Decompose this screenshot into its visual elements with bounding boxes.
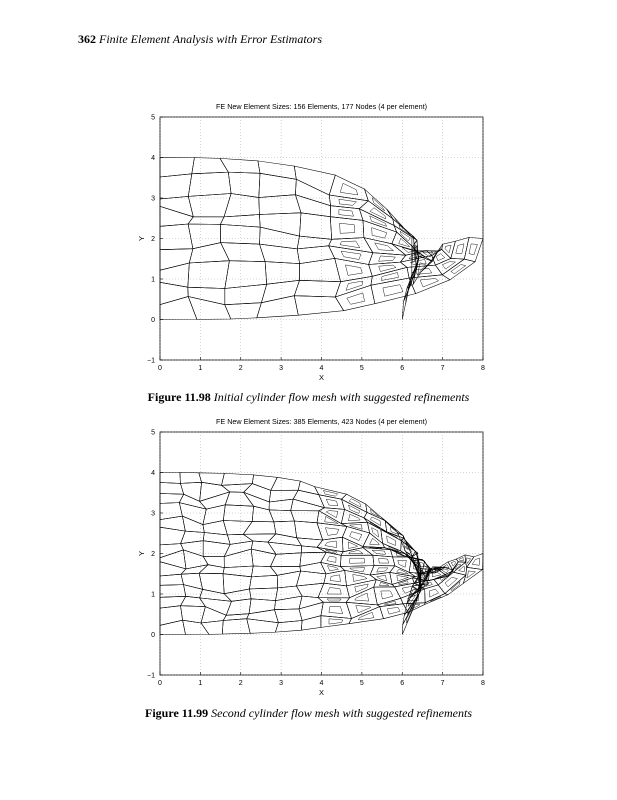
mesh-element bbox=[184, 585, 203, 598]
mesh-element bbox=[199, 573, 224, 594]
refinement-marker bbox=[467, 571, 476, 578]
mesh-element bbox=[189, 243, 229, 263]
mesh-plot-1 bbox=[0, 95, 617, 385]
mesh-element bbox=[277, 571, 300, 588]
mesh-element bbox=[387, 209, 414, 237]
refinement-marker bbox=[381, 273, 398, 281]
refinement-marker bbox=[330, 575, 340, 582]
refinement-marker bbox=[375, 243, 394, 251]
mesh-element bbox=[291, 511, 319, 523]
mesh-element bbox=[160, 473, 180, 484]
mesh-element bbox=[269, 510, 294, 522]
mesh-element bbox=[260, 244, 300, 264]
mesh-element bbox=[249, 575, 277, 589]
y-tick-label: 0 bbox=[151, 632, 155, 639]
y-axis-label: Y bbox=[137, 235, 146, 242]
refinement-marker bbox=[327, 566, 338, 571]
y-tick-label: 1 bbox=[151, 591, 155, 599]
mesh-element bbox=[369, 253, 406, 265]
mesh-element bbox=[299, 602, 323, 620]
mesh-element bbox=[259, 195, 301, 215]
mesh-element bbox=[261, 280, 299, 302]
refinement-marker bbox=[397, 575, 409, 581]
mesh-element bbox=[342, 527, 369, 547]
refinement-marker bbox=[327, 588, 341, 595]
refinement-marker bbox=[370, 216, 387, 227]
y-tick-label: 0 bbox=[151, 317, 155, 324]
x-tick-label: 7 bbox=[440, 680, 445, 687]
refinement-marker bbox=[345, 265, 362, 276]
mesh-element bbox=[199, 473, 225, 486]
refinement-marker bbox=[372, 550, 385, 554]
mesh-element bbox=[160, 550, 186, 569]
mesh-element bbox=[188, 261, 230, 289]
refinement-marker bbox=[379, 558, 389, 563]
refinement-marker bbox=[431, 597, 442, 602]
x-tick-label: 5 bbox=[359, 365, 364, 372]
mesh-element bbox=[160, 596, 186, 608]
mesh-element bbox=[160, 249, 193, 271]
mesh-element bbox=[160, 282, 188, 304]
x-tick-label: 0 bbox=[158, 680, 162, 687]
mesh-element bbox=[394, 226, 417, 247]
refinement-marker bbox=[325, 528, 338, 536]
refinement-marker bbox=[348, 542, 357, 549]
mesh-element bbox=[294, 166, 335, 195]
mesh-element bbox=[160, 585, 186, 598]
refinement-marker bbox=[451, 265, 466, 274]
x-tick-label: 1 bbox=[198, 680, 203, 687]
mesh-element bbox=[269, 490, 298, 502]
mesh-element bbox=[160, 494, 184, 504]
x-tick-label: 6 bbox=[400, 365, 405, 372]
mesh-element bbox=[371, 267, 409, 285]
mesh-element bbox=[160, 503, 182, 520]
refinement-marker bbox=[350, 568, 365, 572]
mesh-element bbox=[300, 562, 326, 574]
mesh-element bbox=[244, 492, 270, 510]
refinement-marker bbox=[442, 262, 455, 269]
refinement-marker bbox=[383, 285, 403, 297]
mesh-element bbox=[371, 278, 416, 304]
mesh-element bbox=[324, 570, 347, 586]
mesh-element bbox=[293, 490, 324, 508]
refinement-marker bbox=[398, 581, 408, 585]
figure-caption-1 bbox=[0, 390, 617, 405]
mesh-element bbox=[319, 508, 345, 524]
refinement-marker bbox=[459, 557, 463, 560]
refinement-marker bbox=[377, 568, 388, 572]
refinement-marker bbox=[436, 254, 445, 261]
mesh-element bbox=[321, 616, 352, 628]
figure-11-98 bbox=[0, 95, 617, 385]
mesh-element bbox=[329, 238, 373, 253]
figure-caption-2 bbox=[0, 706, 617, 721]
mesh-element bbox=[259, 173, 297, 197]
caption-text: Second cylinder flow mesh with suggested refinements bbox=[211, 706, 472, 720]
mesh-element bbox=[221, 243, 266, 262]
mesh-element bbox=[188, 217, 224, 225]
refinement-marker bbox=[456, 244, 464, 254]
mesh-element bbox=[160, 606, 183, 626]
refinement-marker bbox=[429, 589, 438, 597]
refinement-marker bbox=[353, 574, 367, 581]
mesh-element bbox=[160, 224, 193, 250]
mesh-element bbox=[224, 549, 253, 568]
refinement-marker bbox=[339, 199, 357, 205]
y-tick-label: 3 bbox=[151, 195, 155, 203]
mesh-element bbox=[298, 481, 319, 495]
mesh-element bbox=[249, 588, 277, 601]
caption-number: Figure 11.98 bbox=[147, 390, 211, 404]
y-tick-label: 1 bbox=[151, 276, 155, 284]
mesh-element bbox=[183, 550, 208, 569]
mesh-element bbox=[160, 158, 194, 178]
x-tick-label: 8 bbox=[481, 680, 485, 687]
mesh-element bbox=[160, 516, 185, 531]
refinement-marker bbox=[425, 563, 429, 569]
page-number: 362 bbox=[78, 32, 96, 46]
mesh-element bbox=[227, 534, 253, 544]
mesh-element bbox=[220, 224, 260, 244]
mesh-element bbox=[222, 473, 254, 485]
mesh-element bbox=[330, 206, 363, 221]
x-tick-label: 1 bbox=[198, 365, 203, 372]
x-tick-label: 8 bbox=[481, 365, 485, 372]
refinement-marker bbox=[372, 228, 387, 239]
refinement-marker bbox=[340, 183, 358, 195]
mesh-element bbox=[342, 537, 363, 552]
mesh-element bbox=[275, 596, 303, 610]
refinement-marker bbox=[350, 532, 362, 541]
mesh-element bbox=[160, 297, 197, 320]
x-tick-label: 5 bbox=[359, 680, 364, 687]
mesh-element bbox=[160, 544, 183, 558]
y-tick-label: 5 bbox=[151, 114, 155, 122]
mesh-element bbox=[243, 534, 276, 542]
mesh-element bbox=[259, 213, 301, 236]
mesh-element bbox=[300, 258, 341, 281]
mesh-element bbox=[203, 556, 224, 567]
mesh-element bbox=[188, 172, 231, 196]
x-tick-label: 3 bbox=[279, 365, 284, 372]
mesh-element bbox=[225, 303, 262, 319]
mesh-element bbox=[321, 552, 342, 566]
mesh-element bbox=[188, 224, 221, 249]
mesh-element bbox=[274, 521, 297, 538]
mesh-element bbox=[249, 599, 276, 614]
refinement-marker bbox=[379, 265, 396, 271]
x-tick-label: 7 bbox=[440, 365, 445, 372]
mesh-element bbox=[374, 587, 401, 605]
mesh-element bbox=[251, 541, 276, 554]
y-axis-label: Y bbox=[137, 550, 146, 557]
refinement-marker bbox=[387, 522, 397, 531]
mesh-element bbox=[225, 284, 267, 305]
mesh-element bbox=[359, 209, 396, 232]
y-tick-label: 2 bbox=[151, 551, 155, 558]
x-axis-label: X bbox=[318, 688, 325, 697]
y-tick-label: −1 bbox=[147, 357, 155, 365]
mesh-element bbox=[265, 262, 300, 285]
mesh-element bbox=[271, 477, 301, 490]
mesh-element bbox=[318, 583, 350, 598]
refinement-marker bbox=[379, 256, 396, 261]
refinement-marker bbox=[327, 599, 341, 601]
mesh-element bbox=[442, 259, 475, 280]
refinement-marker bbox=[326, 511, 338, 518]
mesh-element bbox=[297, 236, 332, 249]
x-axis-label: X bbox=[318, 373, 325, 382]
mesh-element bbox=[347, 580, 377, 598]
mesh-element bbox=[188, 194, 231, 217]
refinement-marker bbox=[340, 223, 355, 233]
mesh-element bbox=[252, 475, 277, 491]
refinement-marker bbox=[350, 558, 365, 563]
plot-title: FE New Element Sizes: 385 Elements, 423 Nodes (4 per element) bbox=[216, 417, 427, 426]
mesh-element bbox=[421, 251, 438, 272]
y-tick-label: 2 bbox=[151, 236, 155, 243]
mesh-element bbox=[301, 616, 321, 631]
mesh-element bbox=[225, 261, 267, 289]
refinement-marker bbox=[326, 499, 338, 506]
mesh-element bbox=[188, 297, 231, 320]
mesh-element bbox=[160, 562, 186, 576]
mesh-element bbox=[244, 484, 271, 502]
refinement-marker bbox=[327, 556, 336, 562]
mesh-element bbox=[275, 621, 302, 633]
x-tick-label: 2 bbox=[238, 680, 243, 687]
mesh-element bbox=[179, 494, 206, 509]
caption-text: Initial cylinder flow mesh with suggested refinements bbox=[213, 390, 470, 404]
mesh-element bbox=[294, 280, 340, 297]
mesh-element bbox=[365, 189, 393, 219]
refinement-marker bbox=[384, 601, 396, 605]
refinement-marker bbox=[355, 584, 368, 592]
x-tick-label: 4 bbox=[319, 680, 324, 687]
refinement-marker bbox=[469, 244, 477, 255]
mesh-element bbox=[224, 589, 251, 601]
refinement-marker bbox=[387, 607, 400, 614]
mesh-element bbox=[359, 201, 394, 226]
mesh-element bbox=[243, 522, 276, 535]
mesh-element bbox=[220, 215, 260, 228]
mesh-element bbox=[275, 609, 303, 623]
mesh-element bbox=[329, 175, 368, 201]
mesh-element bbox=[318, 598, 350, 603]
refinement-marker bbox=[387, 536, 396, 546]
refinement-marker bbox=[371, 509, 380, 516]
mesh-element bbox=[258, 161, 296, 179]
mesh-element bbox=[160, 527, 185, 545]
mesh-element bbox=[181, 565, 208, 575]
mesh-element bbox=[220, 158, 260, 173]
mesh-element bbox=[188, 287, 225, 305]
mesh-element bbox=[294, 521, 322, 540]
mesh-element bbox=[181, 531, 205, 544]
mesh-element bbox=[201, 607, 226, 623]
running-title: Finite Element Analysis with Error Estimators bbox=[99, 32, 322, 46]
mesh-element bbox=[295, 179, 330, 205]
y-tick-label: 5 bbox=[151, 429, 155, 437]
x-tick-label: 3 bbox=[279, 680, 284, 687]
y-tick-label: −1 bbox=[147, 672, 155, 680]
mesh-element bbox=[345, 570, 377, 586]
refinement-marker bbox=[397, 569, 409, 574]
refinement-marker bbox=[329, 606, 343, 613]
mesh-element bbox=[192, 158, 229, 174]
mesh-element bbox=[200, 589, 232, 601]
mesh-element bbox=[464, 237, 483, 261]
mesh-element bbox=[260, 227, 300, 249]
mesh-element bbox=[203, 533, 230, 545]
mesh-element bbox=[270, 553, 301, 567]
plot-title: FE New Element Sizes: 156 Elements, 177 Nodes (4 per element) bbox=[216, 102, 427, 111]
refinement-marker bbox=[472, 558, 479, 565]
mesh-element bbox=[442, 241, 456, 258]
mesh-element bbox=[180, 473, 202, 484]
x-tick-label: 0 bbox=[158, 365, 162, 372]
mesh-element bbox=[440, 562, 453, 570]
mesh-element bbox=[340, 555, 374, 566]
mesh-element bbox=[160, 483, 184, 495]
refinement-marker bbox=[325, 541, 337, 548]
mesh-element bbox=[291, 499, 325, 511]
mesh-element bbox=[329, 246, 373, 265]
mesh-element bbox=[225, 492, 253, 506]
refinement-marker bbox=[340, 241, 360, 248]
refinement-marker bbox=[358, 612, 374, 620]
mesh-element bbox=[342, 499, 368, 518]
refinement-marker bbox=[372, 198, 385, 211]
x-tick-label: 2 bbox=[238, 365, 243, 372]
running-head bbox=[78, 32, 322, 47]
y-tick-label: 3 bbox=[151, 510, 155, 518]
refinement-marker bbox=[329, 619, 343, 624]
mesh-element bbox=[228, 172, 260, 197]
mesh-element bbox=[270, 566, 300, 575]
x-tick-label: 4 bbox=[319, 365, 324, 372]
refinement-marker bbox=[451, 561, 456, 566]
mesh-plot-2 bbox=[0, 410, 617, 702]
mesh-element bbox=[222, 619, 250, 634]
refinement-marker bbox=[381, 591, 393, 599]
mesh-element bbox=[203, 541, 230, 557]
mesh-element bbox=[199, 565, 224, 574]
mesh-element bbox=[180, 482, 201, 501]
mesh-element bbox=[321, 562, 345, 574]
mesh-element bbox=[223, 574, 251, 594]
mesh-element bbox=[299, 596, 323, 609]
mesh-element bbox=[335, 285, 375, 311]
caption-number: Figure 11.99 bbox=[145, 706, 209, 720]
mesh-element bbox=[329, 195, 368, 209]
figure-11-99 bbox=[0, 410, 617, 702]
mesh-element bbox=[340, 566, 374, 575]
mesh-element bbox=[160, 196, 193, 216]
mesh-element bbox=[300, 213, 332, 240]
mesh-element bbox=[390, 566, 416, 577]
mesh-element bbox=[315, 487, 347, 500]
refinement-marker bbox=[356, 606, 371, 613]
refinement-marker bbox=[388, 532, 398, 537]
y-tick-label: 4 bbox=[151, 470, 155, 477]
y-tick-label: 4 bbox=[151, 155, 155, 162]
mesh-element bbox=[276, 586, 303, 601]
mesh-element bbox=[251, 566, 277, 577]
refinement-marker bbox=[349, 550, 363, 553]
x-tick-label: 6 bbox=[400, 680, 405, 687]
refinement-marker bbox=[350, 524, 363, 529]
refinement-marker bbox=[445, 245, 451, 253]
mesh-element bbox=[160, 174, 192, 199]
mesh-element bbox=[182, 516, 204, 532]
refinement-marker bbox=[339, 210, 354, 217]
refinement-marker bbox=[341, 251, 361, 259]
mesh-element bbox=[203, 505, 225, 525]
mesh-element bbox=[465, 555, 474, 567]
